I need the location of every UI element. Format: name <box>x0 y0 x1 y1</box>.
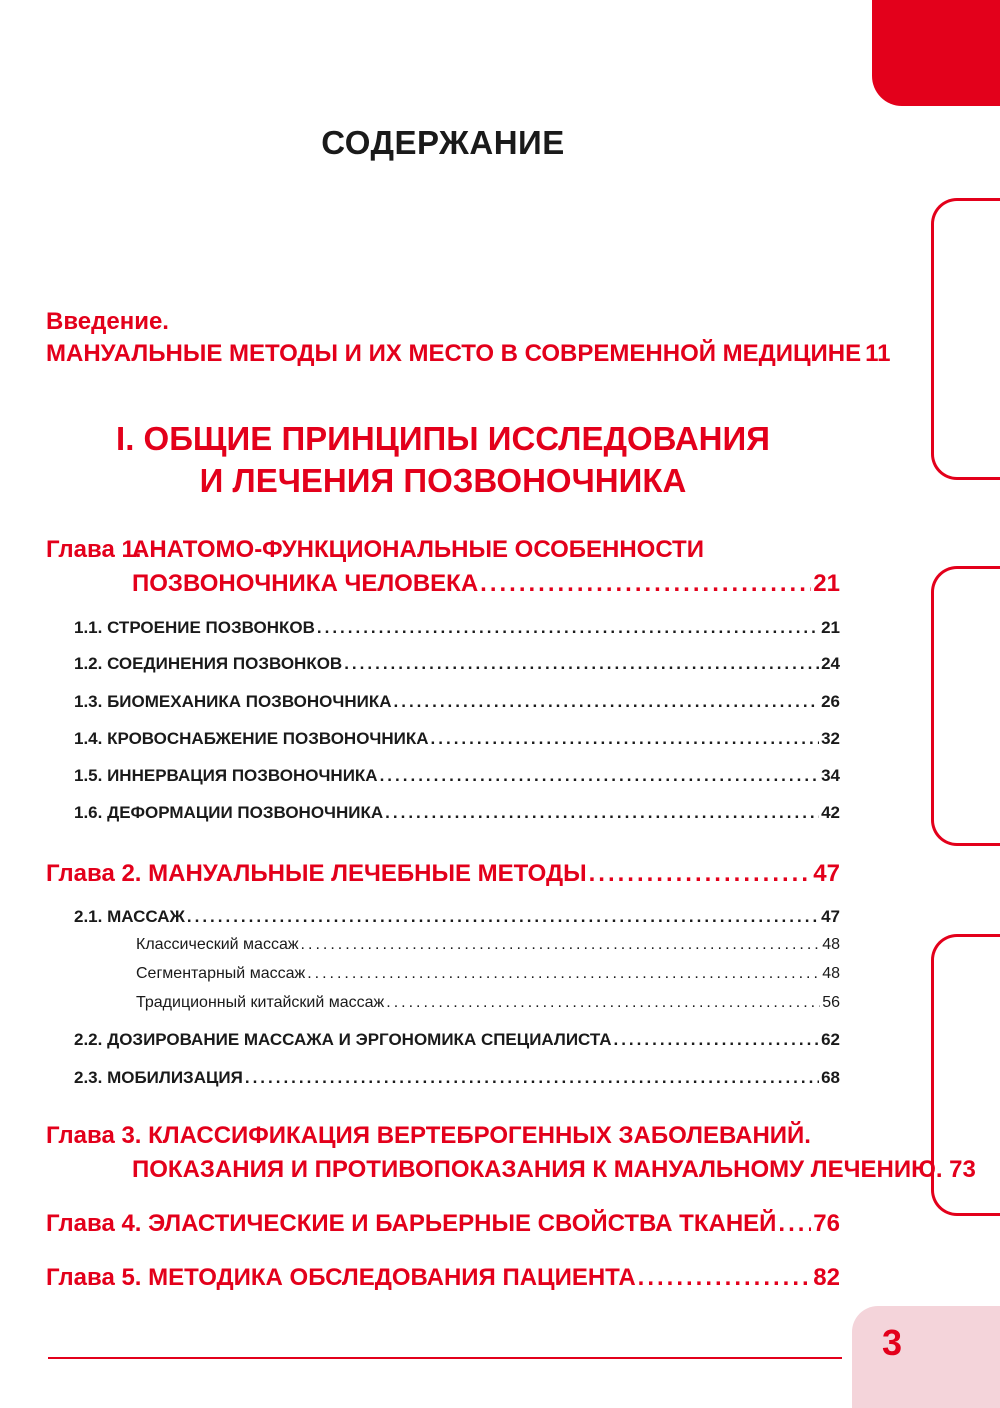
entry-title: Сегментарный массаж <box>136 965 306 982</box>
toc-entry[interactable] <box>74 1030 840 1050</box>
dot-leader <box>385 803 819 823</box>
chapter-3-title-line1: Глава 3. КЛАССИФИКАЦИЯ ВЕРТЕБРОГЕННЫХ ЗАБОЛЕВАНИЙ. <box>46 1122 811 1149</box>
page-ref: . 73 <box>935 1156 976 1183</box>
toc-entry[interactable] <box>74 729 840 749</box>
page-ref: 48 <box>822 936 840 953</box>
toc-entry-chapter-2[interactable] <box>46 860 840 888</box>
toc-entry[interactable] <box>74 654 840 674</box>
section-tab-outline <box>931 566 1000 846</box>
dot-leader <box>245 1068 819 1088</box>
section-tab-outline <box>931 198 1000 480</box>
entry-title: 2.3. МОБИЛИЗАЦИЯ <box>74 1068 243 1087</box>
toc-entry-chapter-4[interactable] <box>46 1210 840 1238</box>
toc-entry-chapter-3[interactable] <box>132 1156 976 1184</box>
dot-leader <box>778 1210 811 1238</box>
dot-leader <box>613 1030 819 1050</box>
page-number-tab <box>852 1306 1000 1408</box>
dot-leader <box>431 729 820 749</box>
entry-title: 2.1. МАССАЖ <box>74 907 185 926</box>
toc-subentry[interactable] <box>136 936 840 954</box>
dot-leader <box>380 766 820 786</box>
toc-entry-chapter-5[interactable] <box>46 1264 840 1292</box>
entry-title: Глава 5. МЕТОДИКА ОБСЛЕДОВАНИЯ ПАЦИЕНТА <box>46 1264 636 1291</box>
toc-entry[interactable] <box>74 766 840 786</box>
page-ref: 48 <box>822 965 840 982</box>
page-ref: 76 <box>813 1210 840 1237</box>
entry-title: 1.5. ИННЕРВАЦИЯ ПОЗВОНОЧНИКА <box>74 766 378 785</box>
toc-entry[interactable] <box>74 803 840 823</box>
dot-leader <box>638 1264 812 1292</box>
page-ref: 47 <box>813 860 840 887</box>
dot-leader <box>589 860 812 888</box>
dot-leader <box>187 907 819 927</box>
page-ref: 21 <box>821 618 840 637</box>
entry-title: Классический массаж <box>136 936 299 953</box>
page-ref: 34 <box>821 766 840 785</box>
page-ref: 32 <box>821 729 840 748</box>
chapter-1-prefix: Глава 1. <box>46 536 142 563</box>
dot-leader <box>307 965 820 983</box>
chapter-1-title-line1: АНАТОМО-ФУНКЦИОНАЛЬНЫЕ ОСОБЕННОСТИ <box>132 536 704 563</box>
entry-title: 1.4. КРОВОСНАБЖЕНИЕ ПОЗВОНОЧНИКА <box>74 729 429 748</box>
dot-leader <box>317 618 819 638</box>
entry-title: 1.1. СТРОЕНИЕ ПОЗВОНКОВ <box>74 618 315 637</box>
page-title: СОДЕРЖАНИЕ <box>321 124 565 161</box>
entry-title: 1.3. БИОМЕХАНИКА ПОЗВОНОЧНИКА <box>74 692 392 711</box>
toc-subentry[interactable] <box>136 994 840 1012</box>
dot-leader <box>480 570 811 598</box>
toc-entry[interactable] <box>74 618 840 638</box>
dot-leader <box>344 654 819 674</box>
toc-subentry[interactable] <box>136 965 840 983</box>
footer-rule <box>48 1357 842 1359</box>
page-ref: 21 <box>813 570 840 597</box>
intro-label: Введение. <box>46 308 169 335</box>
toc-entry[interactable] <box>74 907 840 927</box>
entry-title: 2.2. ДОЗИРОВАНИЕ МАССАЖА И ЭРГОНОМИКА СПЕЦИАЛИСТА <box>74 1030 612 1049</box>
entry-title: Традиционный китайский массаж <box>136 994 385 1011</box>
page-ref: 82 <box>813 1264 840 1291</box>
entry-title: Глава 2. МАНУАЛЬНЫЕ ЛЕЧЕБНЫЕ МЕТОДЫ <box>46 860 587 887</box>
dot-leader <box>301 936 821 954</box>
page-ref: 56 <box>822 994 840 1011</box>
page-ref: 11 <box>865 340 891 367</box>
part-title-line2: И ЛЕЧЕНИЯ ПОЗВОНОЧНИКА <box>199 462 687 499</box>
page-number: 3 <box>882 1322 903 1363</box>
toc-entry-chapter-1[interactable] <box>132 570 840 598</box>
page-ref: 26 <box>821 692 840 711</box>
toc-entry[interactable] <box>74 1068 840 1088</box>
entry-title: Глава 4. ЭЛАСТИЧЕСКИЕ И БАРЬЕРНЫЕ СВОЙСТВА ТКАНЕЙ <box>46 1210 777 1237</box>
section-tab-marker <box>872 0 1000 106</box>
toc-entry[interactable] <box>74 692 840 712</box>
entry-title: 1.2. СОЕДИНЕНИЯ ПОЗВОНКОВ <box>74 654 343 673</box>
page-ref: 24 <box>821 654 840 673</box>
page-ref: 68 <box>821 1068 840 1087</box>
entry-title: 1.6. ДЕФОРМАЦИИ ПОЗВОНОЧНИКА <box>74 803 384 822</box>
dot-leader <box>386 994 820 1012</box>
page-ref: 42 <box>821 803 840 822</box>
toc-entry-intro[interactable] <box>46 340 891 368</box>
part-title-line1: I. ОБЩИЕ ПРИНЦИПЫ ИССЛЕДОВАНИЯ <box>116 420 770 457</box>
page-ref: 47 <box>821 907 840 926</box>
entry-title: МАНУАЛЬНЫЕ МЕТОДЫ И ИХ МЕСТО В СОВРЕМЕННОЙ МЕДИЦИНЕ <box>46 340 862 367</box>
page-ref: 62 <box>821 1030 840 1049</box>
dot-leader <box>394 692 820 712</box>
entry-title: ПОКАЗАНИЯ И ПРОТИВОПОКАЗАНИЯ К МАНУАЛЬНОМУ ЛЕЧЕНИЮ <box>132 1156 936 1183</box>
entry-title: ПОЗВОНОЧНИКА ЧЕЛОВЕКА <box>132 570 479 597</box>
